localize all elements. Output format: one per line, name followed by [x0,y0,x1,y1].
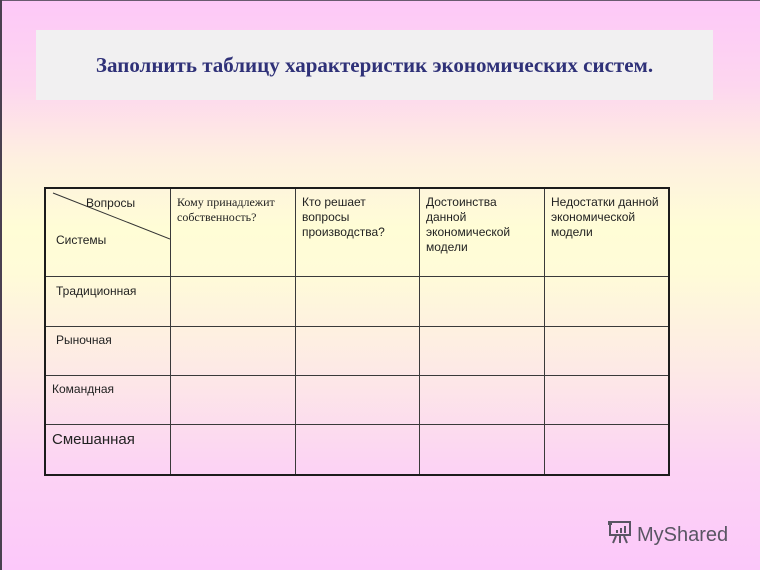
table-cell[interactable] [545,327,669,376]
myshared-watermark[interactable] [607,519,728,551]
table-row [45,327,669,376]
corner-cell [45,188,171,277]
table-cell[interactable] [545,277,669,327]
row-label-market: Рыночная [45,327,171,376]
table-cell[interactable] [545,425,669,475]
table-cell[interactable] [420,425,545,475]
column-header-disadvantages: Недостатки данной экономической модели [545,188,669,277]
page-title: Заполнить таблицу характеристик экономических систем. [95,52,654,77]
title-box [36,30,713,100]
economic-systems-table [44,187,670,476]
table-row [45,277,669,327]
table-cell[interactable] [420,277,545,327]
corner-systems-label: Системы [56,233,107,247]
table-row [45,425,669,475]
table-cell[interactable] [420,327,545,376]
table-cell[interactable] [296,327,420,376]
table-cell[interactable] [296,376,420,425]
table-cell[interactable] [171,277,296,327]
table-cell[interactable] [420,376,545,425]
column-header-production: Кто решает вопросы производства? [296,188,420,277]
table-cell[interactable] [296,277,420,327]
row-label-traditional: Традиционная [45,277,171,327]
table-row [45,376,669,425]
corner-questions-label: Вопросы [86,196,136,210]
slide-frame-left [0,0,2,570]
row-label-mixed: Смешанная [45,425,171,475]
watermark-text: MyShared [637,523,729,546]
table-cell[interactable] [171,425,296,475]
table-cell[interactable] [296,425,420,475]
table-cell[interactable] [171,327,296,376]
column-header-ownership: Кому принадлежит собственность? [171,188,296,277]
presentation-board-icon [607,519,633,551]
table-header-row [45,188,669,277]
table-cell[interactable] [171,376,296,425]
column-header-advantages: Достоинства данной экономической модели [420,188,545,277]
row-label-command: Командная [45,376,171,425]
slide-frame-top [0,0,760,1]
table-cell[interactable] [545,376,669,425]
